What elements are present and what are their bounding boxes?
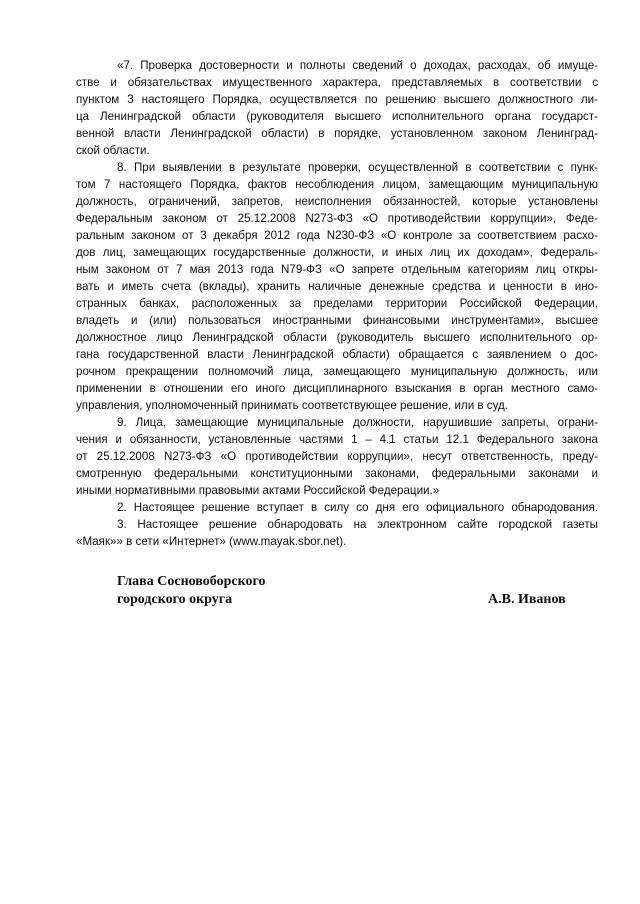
paragraph-7-line: венной власти Ленинградской области) в порядке, установленном законом Ленинград- bbox=[76, 127, 598, 140]
paragraph-8-line: владеть и (или) пользоваться иностранными финансовыми инструментами», высшее bbox=[76, 314, 598, 327]
paragraph-8-line: должность, ограничений, запретов, неисполнения обязанностей, которые установлены bbox=[76, 195, 598, 208]
item-3-line: 3. Настоящее решение обнародовать на электронном сайте городской газеты bbox=[117, 518, 598, 531]
paragraph-7-line: пунктом 3 настоящего Порядка, осуществляется по решению высшего должностного ли- bbox=[76, 93, 598, 106]
paragraph-8-line: дов лиц, замещающих государственные должности, и иных лиц их доходам», Федераль- bbox=[76, 246, 598, 259]
signature-title-line-2: городского округа bbox=[117, 592, 233, 607]
paragraph-9-line: чения и обязанности, установленные частями 1 – 4.1 статьи 12.1 Федерального закона bbox=[76, 433, 598, 446]
paragraph-9-line: от 25.12.2008 N273-ФЗ «О противодействии коррупции», несут ответственность, преду- bbox=[76, 450, 598, 463]
paragraph-8-line: том 7 настоящего Порядка, фактов несоблюдения лицом, замещающим муниципальную bbox=[76, 178, 598, 191]
paragraph-8-line: Федеральным законом от 25.12.2008 N273-ФЗ «О противодействии коррупции», Феде- bbox=[76, 212, 598, 225]
paragraph-8-line: вать и иметь счета (вклады), хранить наличные денежные средства и ценности в ино- bbox=[76, 280, 598, 293]
paragraph-8-line: странных банках, расположенных за пределами территории Российской Федерации, bbox=[76, 297, 598, 310]
paragraph-8-line: ральным законом от 3 декабря 2012 года N230-ФЗ «О контроле за соответствием расхо- bbox=[76, 229, 598, 242]
paragraph-9-line: иными нормативными правовыми актами Российской Федерации.» bbox=[76, 484, 440, 497]
paragraph-8-line: рочном прекращении полномочий лица, замещающего муниципальную должность, или bbox=[76, 365, 598, 378]
paragraph-8-line: 8. При выявлении в результате проверки, осуществленной в соответствии с пунк- bbox=[117, 161, 598, 174]
paragraph-9-line: 9. Лица, замещающие муниципальные должности, нарушившие запреты, ограни- bbox=[117, 416, 598, 429]
paragraph-7-line: «7. Проверка достоверности и полноты сведений о доходах, расходах, об имуще- bbox=[117, 59, 598, 72]
paragraph-8-line: применении в отношении его иного дисциплинарного взыскания в орган местного само- bbox=[76, 382, 598, 395]
paragraph-7-line: ца Ленинградской области (руководителя высшего исполнительного органа государст- bbox=[76, 110, 598, 123]
paragraph-8-line: должностное лицо Ленинградской области (руководитель высшего исполнительного ор- bbox=[76, 331, 598, 344]
paragraph-7-line: стве и обязательствах имущественного характера, представляемых в соответствии с bbox=[76, 76, 598, 89]
paragraph-8-line: управления, уполномоченный принимать соответствующее решение, или в суд. bbox=[76, 399, 508, 412]
paragraph-8-line: ным законом от 7 мая 2013 года N79-ФЗ «О запрете отдельным категориям лиц откры- bbox=[76, 263, 598, 276]
item-2-line: 2. Настоящее решение вступает в силу со дня его официального обнародования. bbox=[117, 501, 598, 514]
paragraph-7-line: ской области. bbox=[76, 144, 150, 157]
paragraph-8-line: гана государственной власти Ленинградской области) обращается с заявлением о дос- bbox=[76, 348, 598, 361]
paragraph-9-line: смотренную федеральными конституционными законами, федеральными законами и bbox=[76, 467, 598, 480]
signature-title-line-1: Глава Сосновоборского bbox=[117, 574, 266, 589]
item-3-line: «Маяк»» в сети «Интернет» (www.mayak.sbor.net). bbox=[76, 535, 347, 548]
signature-name: А.В. Иванов bbox=[488, 592, 566, 607]
